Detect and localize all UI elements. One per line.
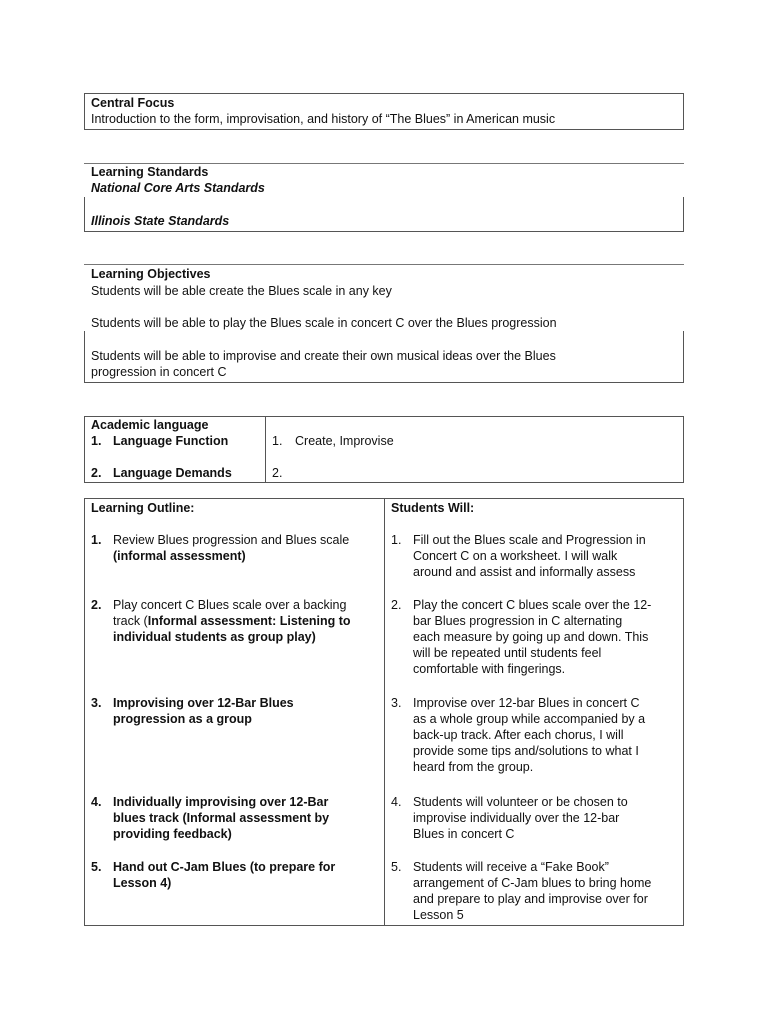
outline-row-2-line-2 xyxy=(113,613,351,629)
students-row-2-line-4: will be repeated until students feel xyxy=(413,646,602,660)
outline-row-2-line-3: individual students as group play) xyxy=(113,630,316,644)
central-focus-text: Introduction to the form, improvisation, and history of “The Blues” in American music xyxy=(91,112,556,126)
students-row-1-line-2: Concert C on a worksheet. I will walk xyxy=(413,549,618,563)
outline-row-1-line-2: (informal assessment) xyxy=(113,549,246,563)
students-row-1-line-3: around and assist and informally assess xyxy=(413,565,636,579)
objective-3-line-2: progression in concert C xyxy=(91,365,227,379)
outline-row-2-num: 2. xyxy=(91,598,102,612)
students-row-2-line-5: comfortable with fingerings. xyxy=(413,662,566,676)
students-row-5-line-1: Students will receive a “Fake Book” xyxy=(413,860,609,874)
national-standards: National Core Arts Standards xyxy=(91,181,265,195)
students-row-2-line-1: Play the concert C blues scale over the 12- xyxy=(413,598,652,612)
students-row-3-line-3: back-up track. After each chorus, I will xyxy=(413,728,624,742)
students-row-3-line-1: Improvise over 12-bar Blues in concert C xyxy=(413,696,640,710)
outline-row-5-line-1: Hand out C-Jam Blues (to prepare for xyxy=(113,860,336,874)
outline-row-2-line-2-bold: Informal assessment: Listening to xyxy=(147,614,351,628)
students-row-5-line-4: Lesson 5 xyxy=(413,908,464,922)
illinois-standards: Illinois State Standards xyxy=(91,214,230,228)
learning-outline-header: Learning Outline: xyxy=(91,501,195,515)
objective-3-line-1: Students will be able to improvise and create their own musical ideas over the Blues xyxy=(91,349,556,363)
outline-row-3-line-2: progression as a group xyxy=(113,712,252,726)
outline-row-4-line-2-plain: blues track ( xyxy=(113,811,187,825)
objective-1: Students will be able create the Blues scale in any key xyxy=(91,284,392,298)
students-row-2-line-3: each measure by going up and down. This xyxy=(413,630,649,644)
language-function-label: Language Function xyxy=(113,434,229,448)
learning-objectives-top-rule xyxy=(84,264,684,265)
language-demands-label: Language Demands xyxy=(113,466,232,480)
central-focus-heading: Central Focus xyxy=(91,96,175,110)
academic-language-heading: Academic language xyxy=(91,418,209,432)
students-row-5-line-3: and prepare to play and improvise over for xyxy=(413,892,648,906)
outline-row-3-line-1: Improvising over 12-Bar Blues xyxy=(113,696,294,710)
students-row-3-line-5: heard from the group. xyxy=(413,760,534,774)
students-row-1-line-1: Fill out the Blues scale and Progression in xyxy=(413,533,646,547)
language-function-num: 1. xyxy=(91,434,102,448)
students-row-5-num: 5. xyxy=(391,860,402,874)
students-row-2-line-2: bar Blues progression in C alternating xyxy=(413,614,623,628)
students-row-2-num: 2. xyxy=(391,598,402,612)
students-row-4-line-3: Blues in concert C xyxy=(413,827,515,841)
students-row-5-line-2: arrangement of C-Jam blues to bring home xyxy=(413,876,652,890)
outline-row-5-line-2: Lesson 4) xyxy=(113,876,172,890)
learning-outline-divider xyxy=(384,498,385,926)
outline-row-3-num: 3. xyxy=(91,696,102,710)
objective-2: Students will be able to play the Blues scale in concert C over the Blues progression xyxy=(91,316,557,330)
learning-standards-heading: Learning Standards xyxy=(91,165,209,179)
outline-row-5-num: 5. xyxy=(91,860,102,874)
language-function-value-num: 1. xyxy=(272,434,283,448)
outline-row-2-line-1: Play concert C Blues scale over a backing xyxy=(113,598,347,612)
students-row-4-line-1: Students will volunteer or be chosen to xyxy=(413,795,628,809)
students-row-1-num: 1. xyxy=(391,533,402,547)
outline-row-4-line-3: providing feedback) xyxy=(113,827,232,841)
outline-row-4-line-1: Individually improvising over 12-Bar xyxy=(113,795,329,809)
outline-row-4-line-2 xyxy=(113,810,329,826)
students-row-4-num: 4. xyxy=(391,795,402,809)
outline-row-1-num: 1. xyxy=(91,533,102,547)
students-row-4-line-2: improvise individually over the 12-bar xyxy=(413,811,620,825)
outline-row-4-line-2-bold: Informal assessment by xyxy=(186,811,330,825)
outline-row-1-line-1: Review Blues progression and Blues scale xyxy=(113,533,350,547)
students-row-3-line-2: as a whole group while accompanied by a xyxy=(413,712,646,726)
academic-language-divider xyxy=(265,416,266,483)
students-will-header: Students Will: xyxy=(391,501,475,515)
students-row-3-num: 3. xyxy=(391,696,402,710)
outline-row-2-line-2-plain: track ( xyxy=(113,614,148,628)
language-demands-num: 2. xyxy=(91,466,102,480)
language-demands-value-num: 2. xyxy=(272,466,283,480)
outline-row-4-num: 4. xyxy=(91,795,102,809)
learning-objectives-heading: Learning Objectives xyxy=(91,267,211,281)
students-row-3-line-4: provide some tips and/solutions to what I xyxy=(413,744,639,758)
language-function-value: Create, Improvise xyxy=(295,434,394,448)
